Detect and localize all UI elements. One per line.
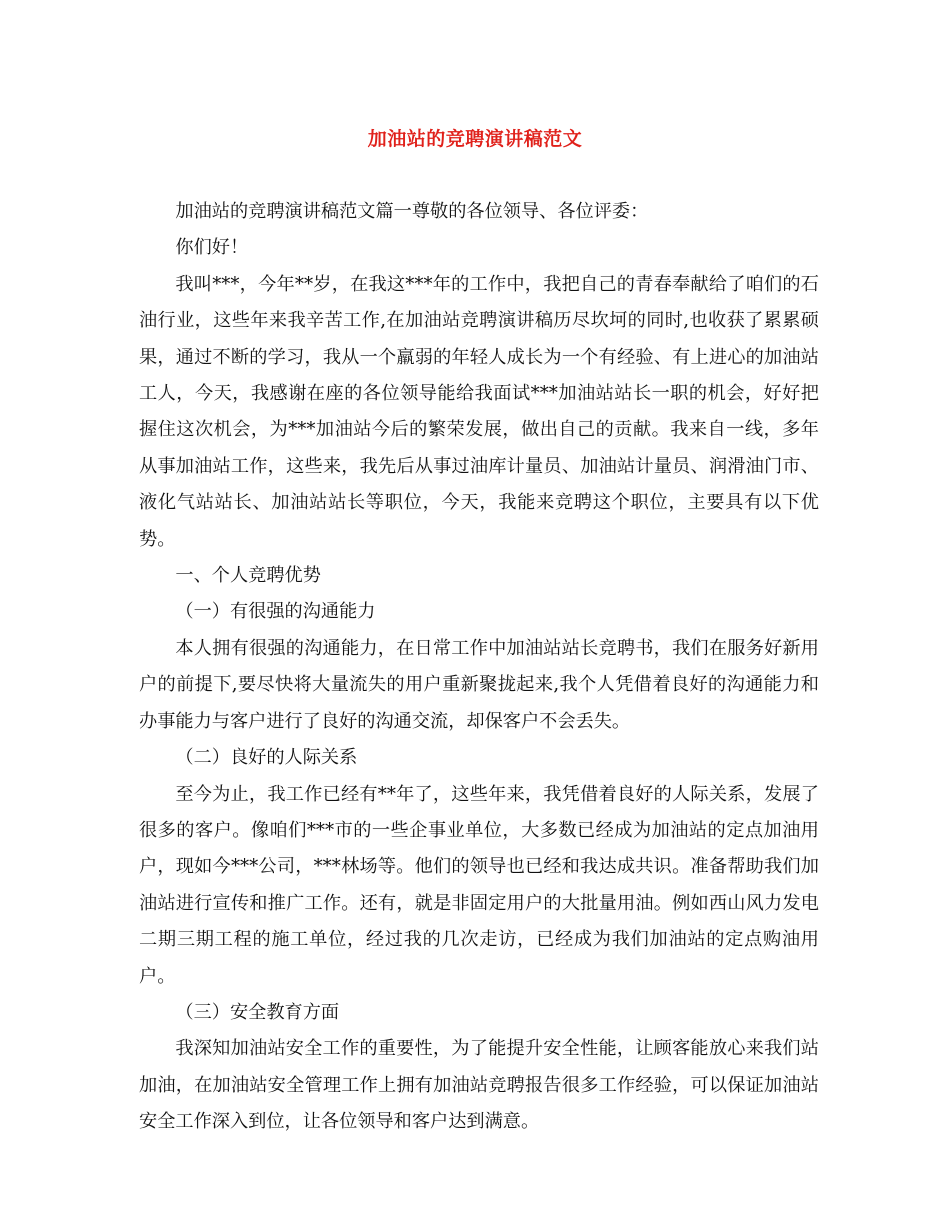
subheading-relationships: （二）良好的人际关系	[175, 747, 358, 769]
paragraph-introduction: 我叫***，今年**岁，在我这***年的工作中，我把自己的青春奉献给了咱们的石油行业，这些年来我辛苦工作,在加油站竞聘演讲稿历尽坎坷的同时,也收获了累累硕果，通过不断的学习，我从一个羸弱的年轻人成长为一个有经验、有上进心的加油站工人，今天，我感谢在座的各位领导能给我面试***加油站站长一职的机会，好好把握住这次机会，为***加油站今后的繁荣发展，做出自己的贡献。我来自一线，多年从事加油站工作，这些来，我先后从事过油库计量员、加油站计量员、润滑油门市、液化气站站长、加油站站长等职位，今天，我能来竞聘这个职位，主要具有以下优势。	[139, 273, 819, 550]
paragraph-safety: 我深知加油站安全工作的重要性，为了能提升安全性能，让顾客能放心来我们站加油，在加油站安全管理工作上拥有加油站竞聘报告很多工作经验，可以保证加油站安全工作深入到位，让各位领导和客户达到满意。	[139, 1038, 819, 1133]
subheading-safety: （三）安全教育方面	[175, 1001, 340, 1023]
subheading-communication: （一）有很强的沟通能力	[175, 601, 376, 623]
section-heading-advantages: 一、个人竞聘优势	[175, 565, 321, 587]
paragraph-relationships: 至今为止，我工作已经有**年了，这些年来，我凭借着良好的人际关系，发展了很多的客户。像咱们***市的一些企事业单位，大多数已经成为加油站的定点加油用户，现如今***公司，***林场等。他们的领导也已经和我达成共识。准备帮助我们加油站进行宣传和推广工作。还有，就是非固定用户的大批量用油。例如西山风力发电二期三期工程的施工单位，经过我的几次走访，已经成为我们加油站的定点购油用户。	[139, 783, 819, 987]
paragraph-greeting-line: 加油站的竞聘演讲稿范文篇一尊敬的各位领导、各位评委：	[175, 201, 649, 222]
paragraph-hello: 你们好！	[175, 237, 249, 259]
document-body	[139, 194, 819, 1141]
paragraph-communication: 本人拥有很强的沟通能力，在日常工作中加油站站长竞聘书，我们在服务好新用户的前提下,要尽快将大量流失的用户重新聚拢起来,我个人凭借着良好的沟通能力和办事能力与客户进行了良好的沟通交流，却保客户不会丢失。	[139, 637, 819, 732]
document-title: 加油站的竞聘演讲稿范文	[367, 128, 583, 150]
